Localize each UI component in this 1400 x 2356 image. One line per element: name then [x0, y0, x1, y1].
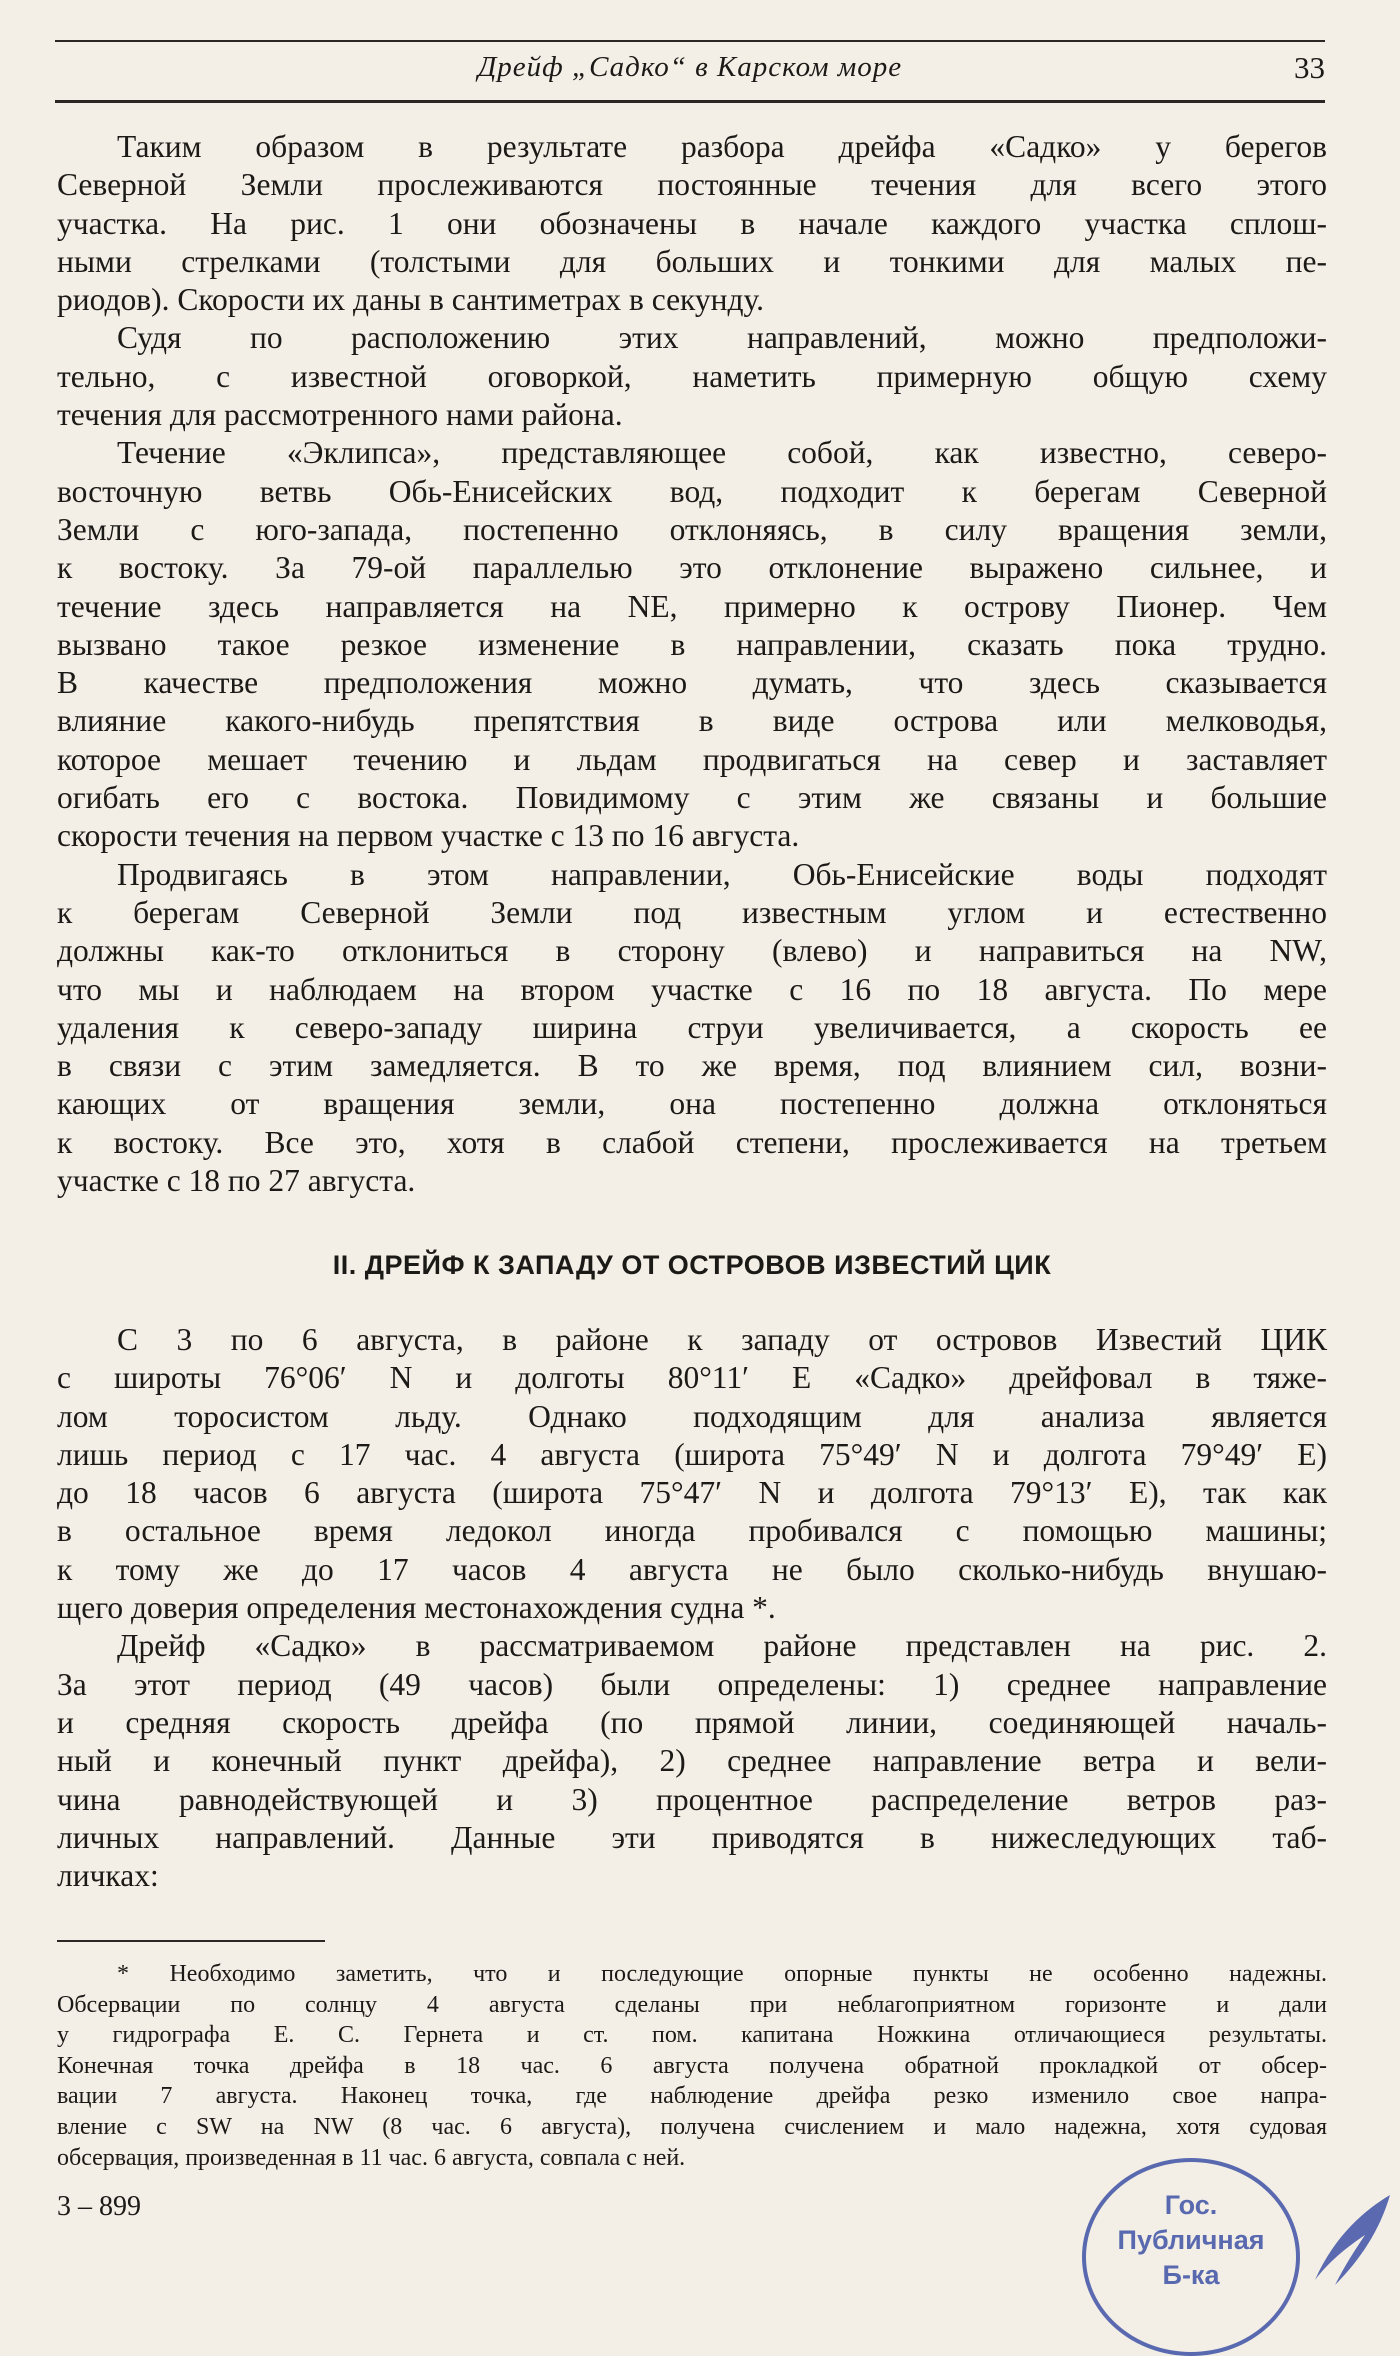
text-line: Продвигаясь в этом направлении, Обь-Енисейские воды подходят	[117, 856, 1327, 892]
footnote-line: Обсервации по солнцу 4 августа сделаны при неблагоприятном горизонте и дали	[57, 1991, 1327, 2018]
text-line: которое мешает течению и льдам продвигаться на север и заставляет	[57, 741, 1327, 777]
text-line: до 18 часов 6 августа (широта 75°47′ N и долгота 79°13′ E), так как	[57, 1475, 1327, 1511]
text-line: лишь период с 17 час. 4 августа (широта 75°49′ N и долгота 79°49′ E)	[57, 1436, 1327, 1472]
text-line: с широты 76°06′ N и долготы 80°11′ E «Садко» дрейфовал в тяже-	[57, 1360, 1327, 1396]
footnote-line: вление с SW на NW (8 час. 6 августа), получена счислением и мало надежна, хотя судовая	[57, 2113, 1327, 2140]
text-line: тельно, с известной оговоркой, наметить примерную общую схему	[57, 358, 1327, 394]
text-line: За этот период (49 часов) были определены: 1) среднее направление	[57, 1666, 1327, 1702]
text-line: лом торосистом льду. Однако подходящим для анализа является	[57, 1398, 1327, 1434]
text-line: Земли с юго-запада, постепенно отклоняясь, в силу вращения земли,	[57, 511, 1327, 547]
text-line: течения для рассмотренного нами района.	[57, 397, 623, 433]
text-line: участке с 18 по 27 августа.	[57, 1163, 416, 1199]
text-line: восточную ветвь Обь-Енисейских вод, подходит к берегам Северной	[57, 473, 1327, 509]
footnote-line: вации 7 августа. Наконец точка, где наблюдение дрейфа резко изменило свое напра-	[57, 2083, 1327, 2110]
text-line: Течение «Эклипса», представляющее собой, как известно, северо-	[117, 435, 1327, 471]
footnote-line: обсервация, произведенная в 11 час. 6 августа, совпала с ней.	[57, 2144, 686, 2171]
text-line: кающих от вращения земли, она постепенно должна отклоняться	[57, 1086, 1327, 1122]
text-line: В качестве предположения можно думать, что здесь сказывается	[57, 665, 1327, 701]
text-line: к востоку. За 79-ой параллелью это отклонение выражено сильнее, и	[57, 550, 1327, 586]
text-line: к востоку. Все это, хотя в слабой степени, прослеживается на третьем	[57, 1124, 1327, 1160]
text-line: к берегам Северной Земли под известным углом и естественно	[57, 894, 1327, 930]
text-line: личках:	[57, 1858, 159, 1894]
text-line: к тому же до 17 часов 4 августа не было сколько-нибудь внушаю-	[57, 1551, 1327, 1587]
text-line: и средняя скорость дрейфа (по прямой линии, соединяющей началь-	[57, 1704, 1327, 1740]
footnote-line: Конечная точка дрейфа в 18 час. 6 августа получена обратной прокладкой от обсер-	[57, 2052, 1327, 2079]
text-line: огибать его с востока. Повидимому с этим же связаны и большие	[57, 780, 1327, 816]
text-line: С 3 по 6 августа, в районе к западу от островов Известий ЦИК	[117, 1322, 1327, 1357]
text-line: в остальное время ледокол иногда пробивался с помощью машины;	[57, 1513, 1327, 1549]
library-stamp	[1082, 2158, 1300, 2356]
stamp-line: Б-ка	[1162, 2260, 1220, 2290]
footnote-divider	[57, 1940, 325, 1942]
page-number: 33	[1294, 50, 1325, 85]
text-line: ный и конечный пункт дрейфа), 2) среднее направление ветра и вели-	[57, 1743, 1327, 1779]
text-line: в связи с этим замедляется. В то же время, под влиянием сил, возни-	[57, 1048, 1327, 1084]
footnote	[57, 1959, 1327, 2173]
stamp-line: Публичная	[1117, 2225, 1265, 2255]
ink-mark-icon	[1305, 2190, 1395, 2290]
text-line: Таким образом в результате разбора дрейфа «Садко» у берегов	[117, 129, 1327, 164]
text-line: риодов). Скорости их даны в сантиметрах в секунду.	[57, 282, 765, 318]
text-line: должны как-то отклониться в сторону (влево) и направиться на NW,	[57, 933, 1327, 969]
text-line: ными стрелками (толстыми для больших и тонкими для малых пе-	[57, 243, 1327, 279]
text-line: течение здесь направляется на NE, примерно к острову Пионер. Чем	[57, 588, 1327, 624]
text-line: личных направлений. Данные эти приводятся в нижеследующих таб-	[57, 1819, 1327, 1855]
text-line: щего доверия определения местонахождения судна *.	[57, 1590, 776, 1626]
stamp-line: Гос.	[1164, 2190, 1218, 2220]
text-line: вызвано такое резкое изменение в направлении, сказать пока трудно.	[57, 626, 1327, 662]
running-title: Дрейф „Садко“ в Карском море	[477, 51, 903, 83]
printer-signature: 3 – 899	[57, 2191, 141, 2222]
section-1-text	[57, 128, 1327, 1200]
section-2-text	[57, 1321, 1327, 1895]
text-line: Дрейф «Садко» в рассматриваемом районе представлен на рис. 2.	[117, 1628, 1327, 1664]
text-line: что мы и наблюдаем на втором участке с 16 по 18 августа. По мере	[57, 971, 1327, 1007]
footnote-line: у гидрографа Е. С. Гернета и ст. пом. капитана Ножкина отличающиеся результаты.	[57, 2022, 1327, 2049]
text-line: удаления к северо-западу ширина струи увеличивается, а скорость ее	[57, 1009, 1327, 1045]
text-line: влияние какого-нибудь препятствия в виде острова или мелководья,	[57, 703, 1327, 739]
section-2-heading: II. ДРЕЙФ К ЗАПАДУ ОТ ОСТРОВОВ ИЗВЕСТИЙ ЦИК	[332, 1250, 1052, 1280]
text-line: участка. На рис. 1 они обозначены в начале каждого участка сплош-	[57, 205, 1327, 241]
running-header	[55, 40, 1325, 103]
text-line: Судя по расположению этих направлений, можно предположи-	[117, 320, 1327, 356]
text-line: чина равнодействующей и 3) процентное распределение ветров раз-	[57, 1781, 1327, 1817]
footnote-line: * Необходимо заметить, что и последующие опорные пункты не особенно надежны.	[117, 1961, 1327, 1987]
text-line: Северной Земли прослеживаются постоянные течения для всего этого	[57, 167, 1327, 203]
text-line: скорости течения на первом участке с 13 по 16 августа.	[57, 818, 800, 854]
